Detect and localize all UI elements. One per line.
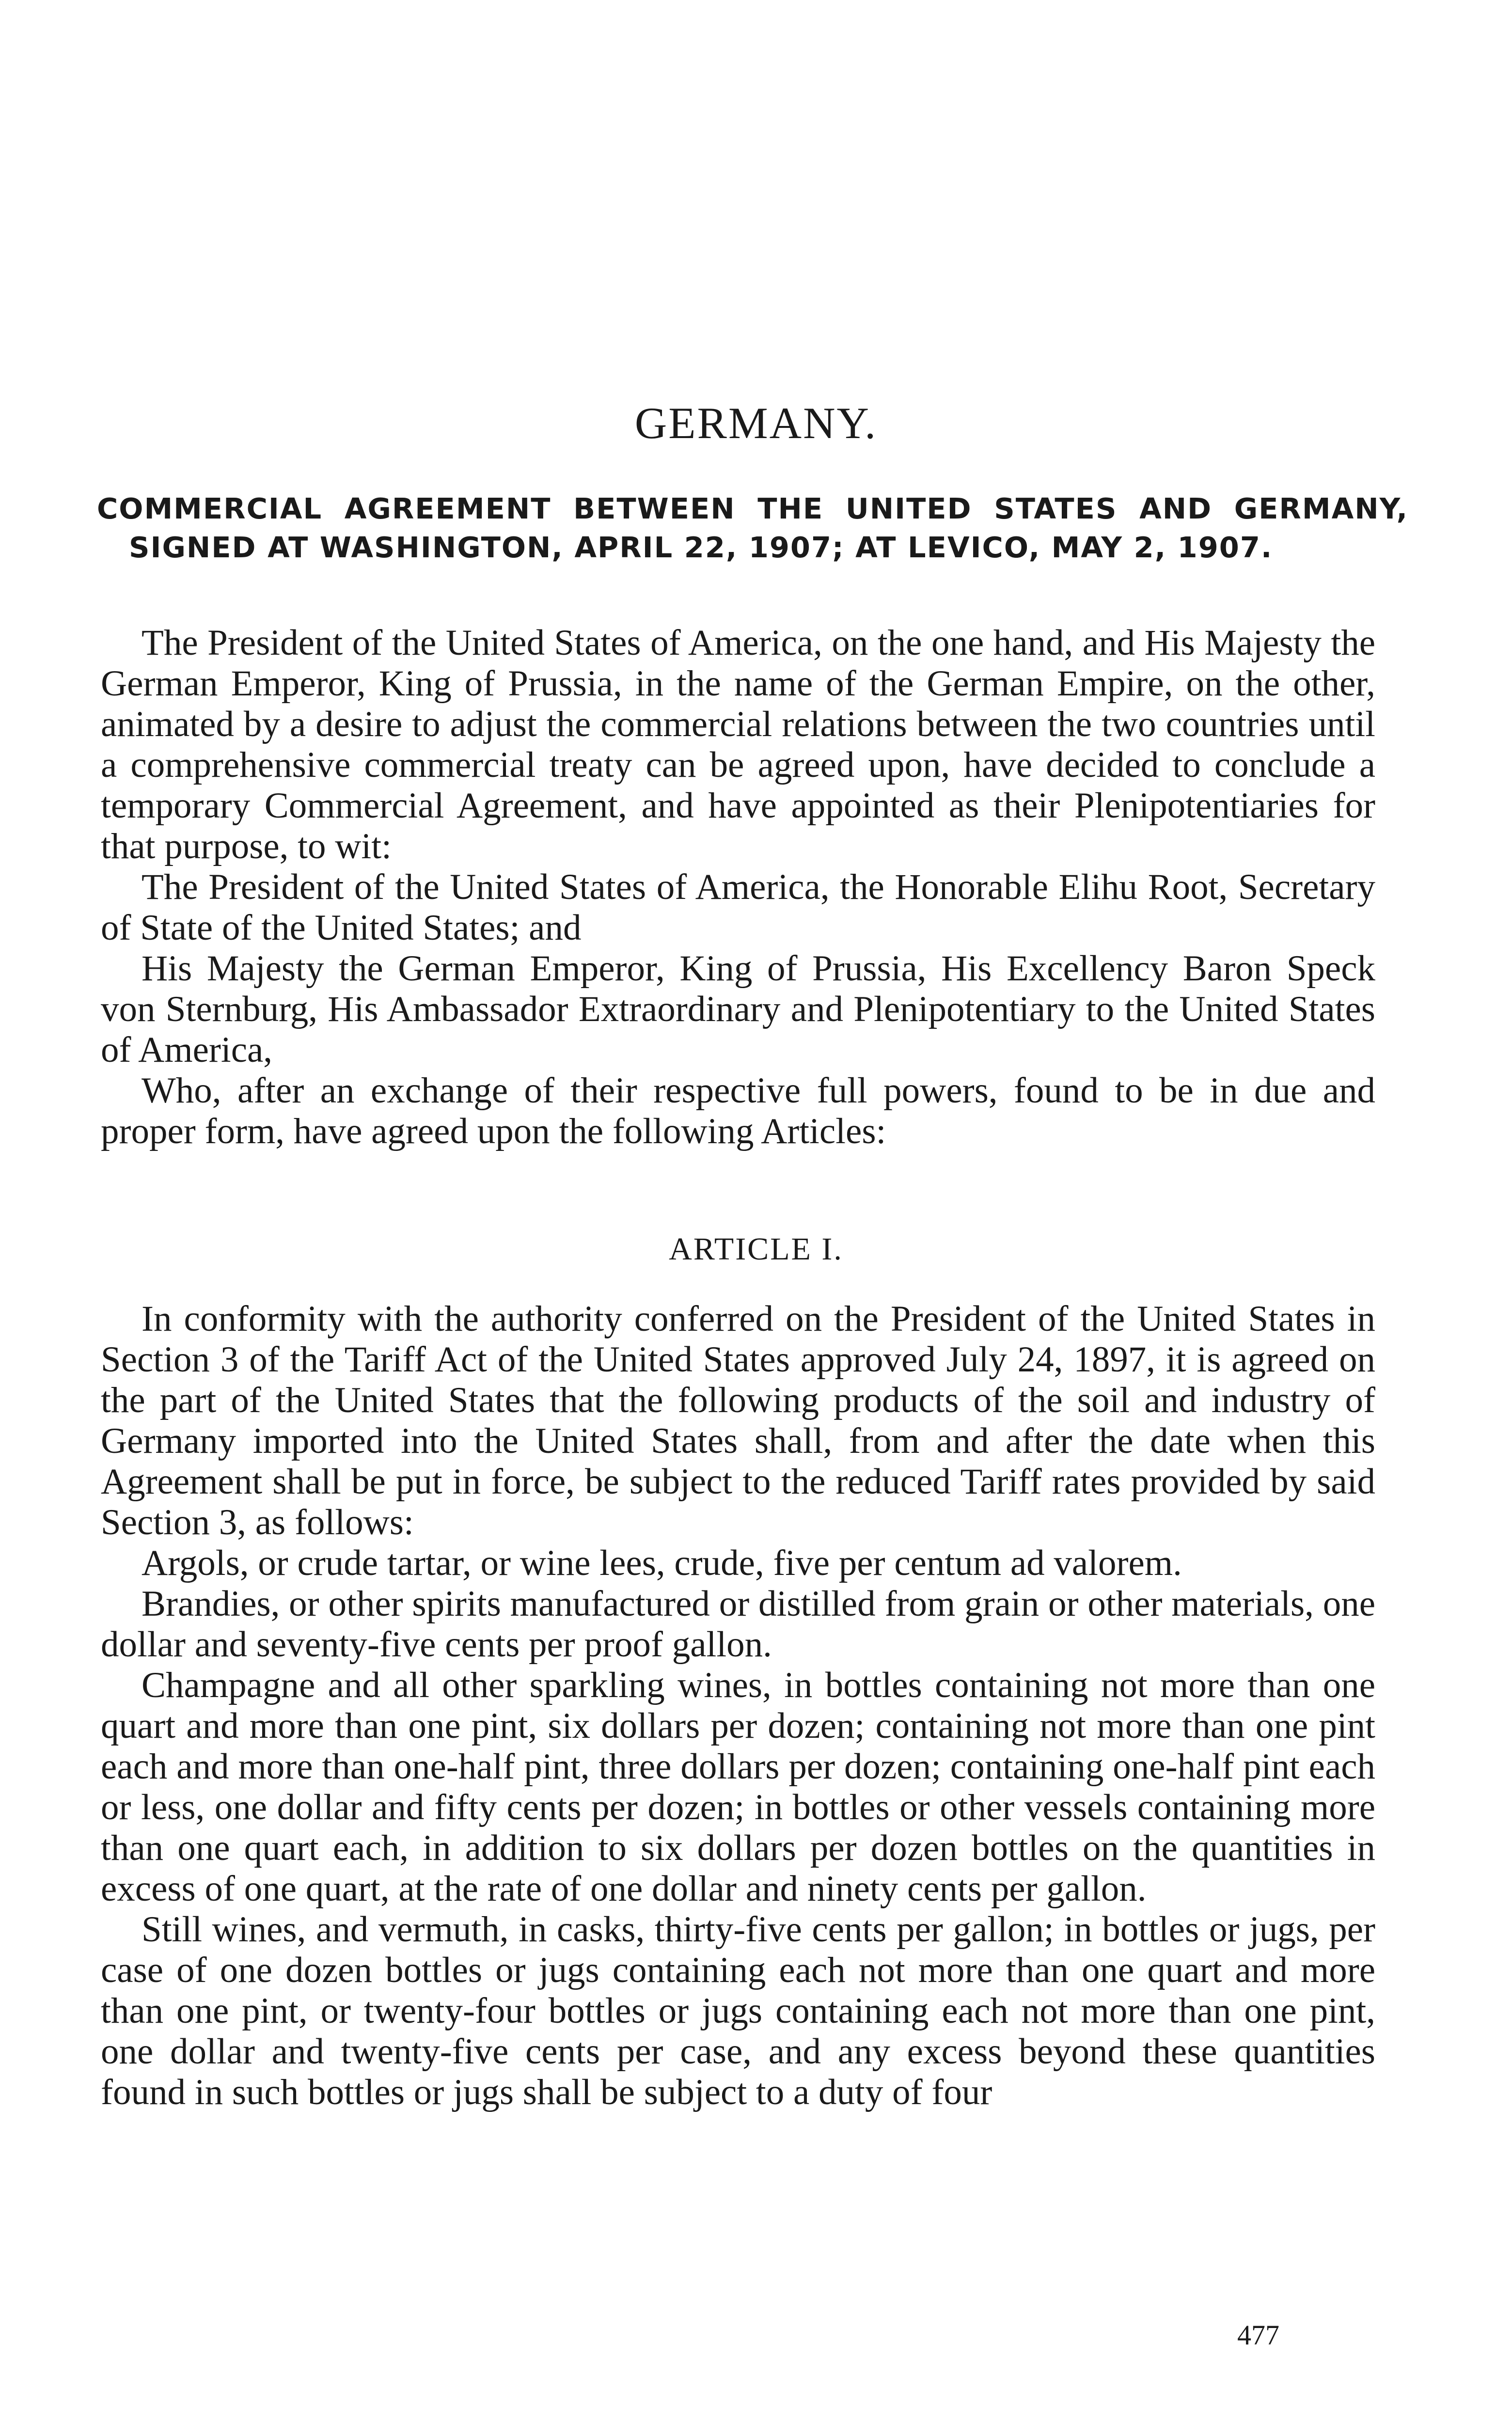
preamble-paragraph: Who, after an exchange of their respective full powers, found to be in due and proper form, have agreed upon the following Articles: xyxy=(101,1070,1375,1151)
article-paragraph: In conformity with the authority conferred on the President of the United States in Section 3 of the Tariff Act of the United States approved July 24, 1897, it is agreed on the part of the United States that the following products of the soil and industry of Germany imported into the United States shall, from and after the date when this Agreement shall be put in force, be subject to the reduced Tariff rates provided by said Section 3, as follows: xyxy=(101,1299,1375,1542)
article-paragraph: Still wines, and vermuth, in casks, thirty-five cents per gallon; in bottles or jugs, per case of one dozen bottles or jugs containing each not more than one quart and more than one pint, or twenty-four bottles or jugs containing each not more than one pint, one dollar and twenty-five cents per case, and any excess beyond these quantities found in such bottles or jugs shall be subject to a duty of four xyxy=(101,1909,1375,2112)
preamble-paragraph: The President of the United States of America, on the one hand, and His Majesty the German Emperor, King of Prussia, in the name of the German Empire, on the other, animated by a desire to adjust the commercial relations between the two countries until a comprehensive commercial treaty can be agreed upon, have decided to conclude a temporary Commercial Agreement, and have appointed as their Plenipotentiaries for that purpose, to wit: xyxy=(101,623,1375,866)
preamble-paragraph: The President of the United States of America, the Honorable Elihu Root, Secretary of State of the United States; and xyxy=(101,867,1375,948)
article-heading: ARTICLE I. xyxy=(669,1231,843,1267)
agreement-subtitle: COMMERCIAL AGREEMENT BETWEEN THE UNITED STATES AND GERMANY, SIGNED AT WASHINGTON, APRIL 22, 1907; AT LEVICO, MAY 2, 1907. xyxy=(97,492,1408,564)
article-body xyxy=(101,1299,1375,2113)
article-paragraph: Brandies, or other spirits manufactured or distilled from grain or other materials, one dollar and seventy-five cents per proof gallon. xyxy=(101,1584,1375,1665)
page-number: 477 xyxy=(1237,2319,1279,2351)
article-paragraph: Champagne and all other sparkling wines, in bottles containing not more than one quart and more than one pint, six dollars per dozen; containing not more than one pint each and more than one-half pint, three dollars per dozen; containing one-half pint each or less, one dollar and fifty cents per dozen; in bottles or other vessels containing more than one quart each, in addition to six dollars per dozen bottles on the quantities in excess of one quart, at the rate of one dollar and ninety cents per gallon. xyxy=(101,1665,1375,1909)
document-title: GERMANY. xyxy=(634,398,878,448)
preamble-paragraph: His Majesty the German Emperor, King of Prussia, His Excellency Baron Speck von Sternburg, His Ambassador Extraordinary and Plenipotentiary to the United States of America, xyxy=(101,948,1375,1070)
preamble-section xyxy=(101,623,1375,1152)
article-paragraph: Argols, or crude tartar, or wine lees, crude, five per centum ad valorem. xyxy=(142,1543,1182,1583)
